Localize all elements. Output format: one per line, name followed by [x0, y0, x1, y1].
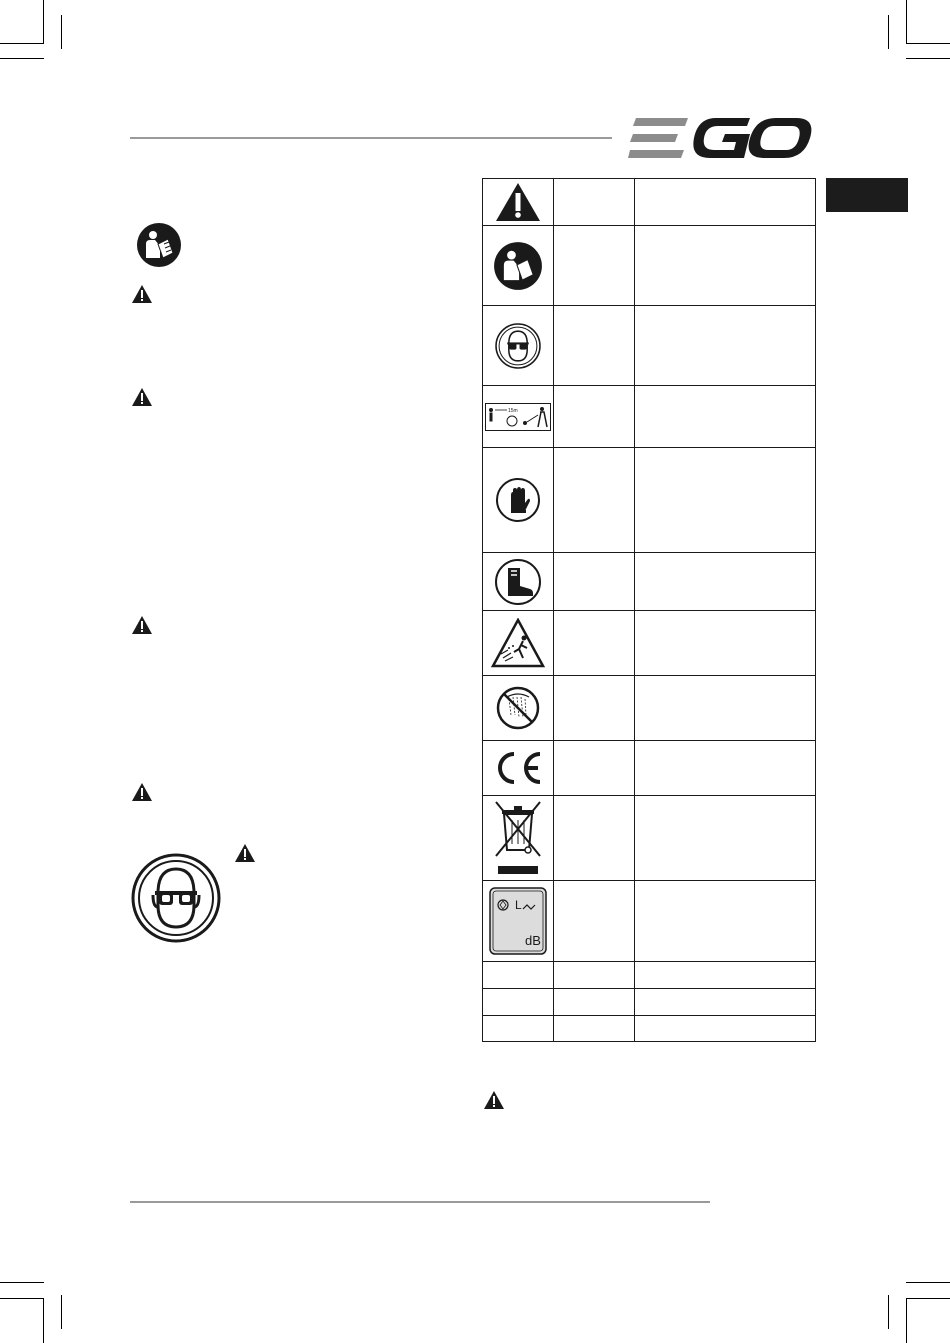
ce-mark-icon	[492, 750, 544, 786]
warning-triangle-icon	[131, 387, 153, 407]
table-row	[483, 306, 816, 386]
svg-text:L: L	[515, 898, 522, 912]
symbol-description	[635, 306, 816, 386]
table-row	[483, 448, 816, 553]
svg-text:dB: dB	[525, 933, 541, 948]
table-row	[483, 226, 816, 306]
read-manual-icon	[493, 241, 543, 291]
symbol-cell	[483, 386, 554, 448]
symbol-cell	[483, 553, 554, 611]
symbol-name	[554, 179, 635, 226]
table-row	[483, 741, 816, 796]
table-row	[483, 962, 816, 989]
symbol-cell	[483, 306, 554, 386]
svg-text:15m: 15m	[508, 407, 518, 414]
symbol-cell	[483, 611, 554, 676]
read-manual-icon	[136, 222, 182, 268]
symbol-description	[635, 741, 816, 796]
gloves-icon	[495, 477, 541, 523]
symbol-name	[554, 881, 635, 962]
symbol-cell	[483, 1016, 554, 1042]
symbol-name	[554, 796, 635, 881]
crop-mark	[0, 43, 44, 44]
crop-mark	[0, 1298, 44, 1299]
warning-triangle-icon	[131, 615, 153, 635]
table-row	[483, 796, 816, 881]
symbol-cell	[483, 226, 554, 306]
warning-triangle-icon	[234, 843, 256, 863]
symbol-description	[635, 448, 816, 553]
symbol-name	[554, 989, 635, 1016]
eye-protection-icon	[131, 853, 221, 943]
no-rain-icon	[495, 685, 541, 731]
symbol-description	[635, 386, 816, 448]
crop-mark	[888, 1295, 889, 1329]
crop-mark	[906, 1298, 950, 1299]
symbol-cell	[483, 741, 554, 796]
symbol-description	[635, 881, 816, 962]
crop-mark	[0, 58, 44, 59]
symbol-cell	[483, 881, 554, 962]
symbol-name	[554, 226, 635, 306]
weee-bin-icon	[492, 798, 544, 878]
safety-boots-icon	[494, 558, 542, 606]
symbol-name	[554, 553, 635, 611]
crop-mark	[906, 43, 950, 44]
symbol-description	[635, 1016, 816, 1042]
symbol-description	[635, 676, 816, 741]
table-row	[483, 676, 816, 741]
table-row	[483, 553, 816, 611]
ego-logo	[628, 116, 812, 160]
symbol-description	[635, 989, 816, 1016]
crop-mark	[906, 0, 907, 44]
warning-triangle-icon	[131, 284, 153, 304]
symbol-cell	[483, 179, 554, 226]
symbol-cell	[483, 989, 554, 1016]
symbol-name	[554, 386, 635, 448]
table-row	[483, 1016, 816, 1042]
keep-distance-icon	[485, 403, 551, 431]
symbol-description	[635, 226, 816, 306]
thrown-objects-icon	[491, 618, 545, 668]
symbol-name	[554, 611, 635, 676]
symbol-name	[554, 741, 635, 796]
crop-mark	[43, 1298, 44, 1343]
warning-triangle-icon	[483, 1090, 505, 1110]
table-row	[483, 611, 816, 676]
sound-power-label-icon	[489, 887, 547, 955]
eye-protection-icon	[495, 323, 541, 369]
symbol-cell	[483, 796, 554, 881]
table-row	[483, 179, 816, 226]
crop-mark	[906, 1298, 907, 1343]
crop-mark	[61, 1295, 62, 1329]
symbol-name	[554, 676, 635, 741]
symbol-cell	[483, 448, 554, 553]
symbol-description	[635, 962, 816, 989]
symbol-name	[554, 1016, 635, 1042]
table-row	[483, 881, 816, 962]
crop-mark	[0, 1282, 44, 1283]
crop-mark	[61, 15, 62, 49]
symbol-cell	[483, 676, 554, 741]
language-tab	[826, 178, 908, 212]
header-rule	[130, 137, 612, 139]
symbol-name	[554, 448, 635, 553]
crop-mark	[906, 58, 950, 59]
warning-triangle-icon	[131, 782, 153, 802]
symbol-description	[635, 179, 816, 226]
crop-mark	[43, 0, 44, 44]
symbol-description	[635, 611, 816, 676]
warning-triangle-icon	[494, 181, 542, 223]
symbol-name	[554, 306, 635, 386]
table-row	[483, 989, 816, 1016]
crop-mark	[906, 1282, 950, 1283]
symbol-description	[635, 796, 816, 881]
symbol-table	[482, 178, 816, 1042]
crop-mark	[888, 15, 889, 49]
symbol-name	[554, 962, 635, 989]
footer-rule	[130, 1201, 710, 1203]
symbol-cell	[483, 962, 554, 989]
table-row	[483, 386, 816, 448]
symbol-description	[635, 553, 816, 611]
